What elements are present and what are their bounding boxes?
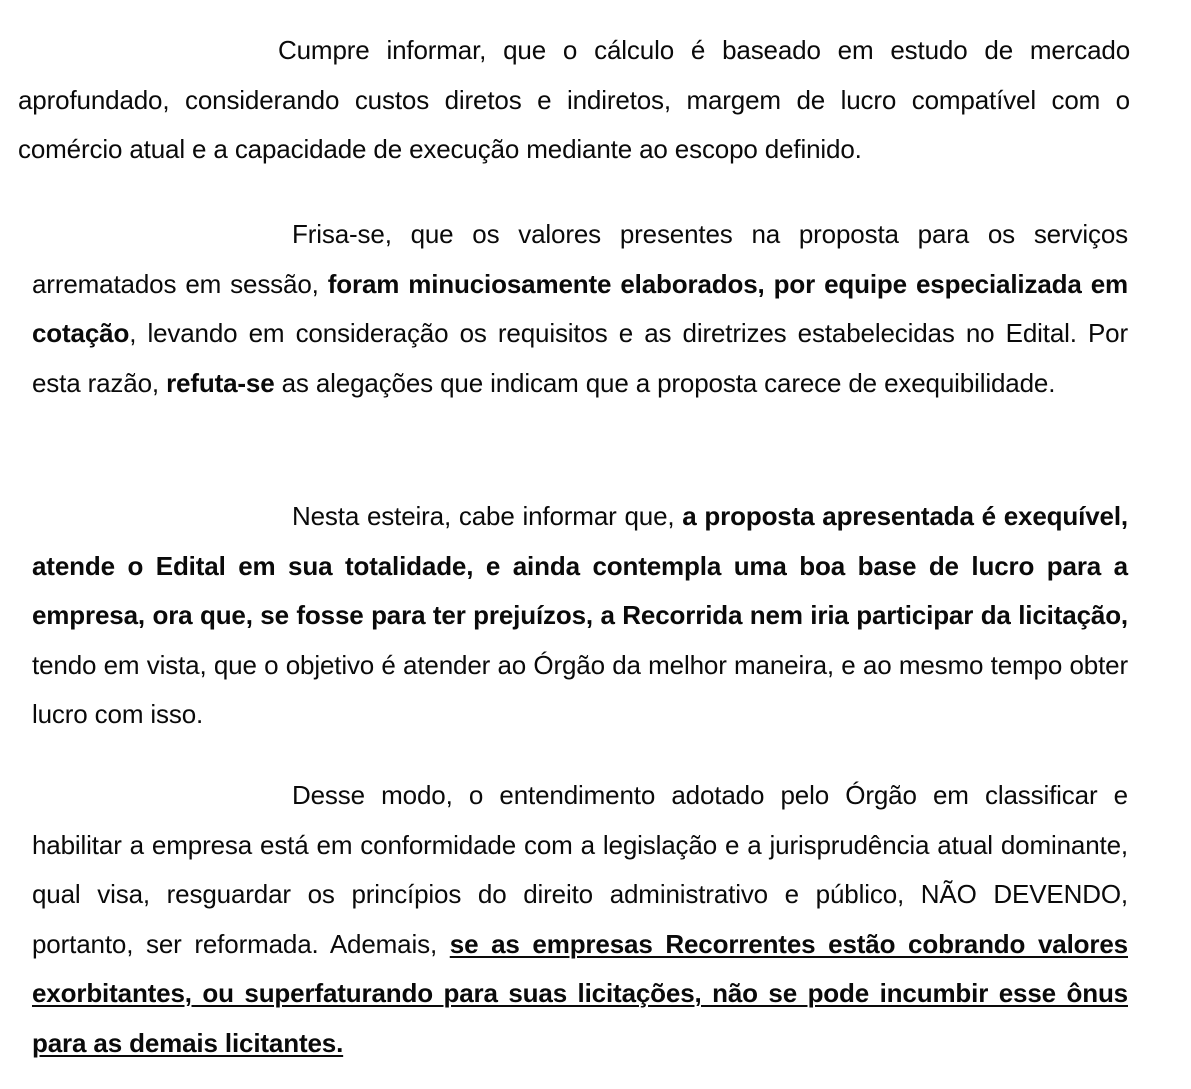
bold-underlined-text-segment: se as empresas Recorrentes estão cobrando valores exorbitantes, ou superfaturando para suas licitações, não se pode incumbir esse ônus para as demais licitantes. bbox=[32, 928, 1128, 1058]
paragraph-entendimento-orgao bbox=[32, 771, 1128, 1068]
bold-text-segment: refuta-se bbox=[166, 367, 275, 398]
text-segment: Nesta esteira, cabe informar que, bbox=[292, 501, 683, 531]
text-segment: , levando em consideração os requisitos e as diretrizes estabelecidas no Edital. Por esta razão, bbox=[32, 318, 1128, 398]
text-segment: Desse modo, o entendimento adotado pelo Órgão em classificar e habilitar a empresa está em conformidade com a legislação e a jurisprudência atual dominante, qual visa, resguardar os princípios do direito administrativo e público, NÃO DEVENDO, portanto, ser reformada. Ademais, bbox=[32, 780, 1128, 959]
paragraph-calculo bbox=[18, 26, 1130, 175]
text-segment: as alegações que indicam que a proposta carece de exequibilidade. bbox=[274, 367, 1056, 398]
paragraph-proposta-exequivel bbox=[32, 492, 1128, 740]
text-segment: Frisa-se, que os valores presentes na proposta para os serviços arrematados em sessão, bbox=[32, 219, 1128, 299]
text-segment: Cumpre informar, que o cálculo é baseado em estudo de mercado aprofundado, considerando custos diretos e indiretos, margem de lucro compatível com o comércio atual e a capacidade de execução mediante ao escopo definido. bbox=[18, 35, 1130, 164]
bold-text-segment: a proposta apresentada é exequível, atende o Edital em sua totalidade, e ainda contempla uma boa base de lucro para a empresa, ora que, se fosse para ter prejuízos, a Recorrida nem iria participar da licitação, bbox=[32, 501, 1128, 630]
paragraph-valores-proposta bbox=[32, 210, 1128, 408]
bold-text-segment: foram minuciosamente elaborados, por equipe especializada em cotação bbox=[32, 268, 1128, 348]
text-segment: tendo em vista, que o objetivo é atender ao Órgão da melhor maneira, e ao mesmo tempo obter lucro com isso. bbox=[32, 649, 1128, 729]
